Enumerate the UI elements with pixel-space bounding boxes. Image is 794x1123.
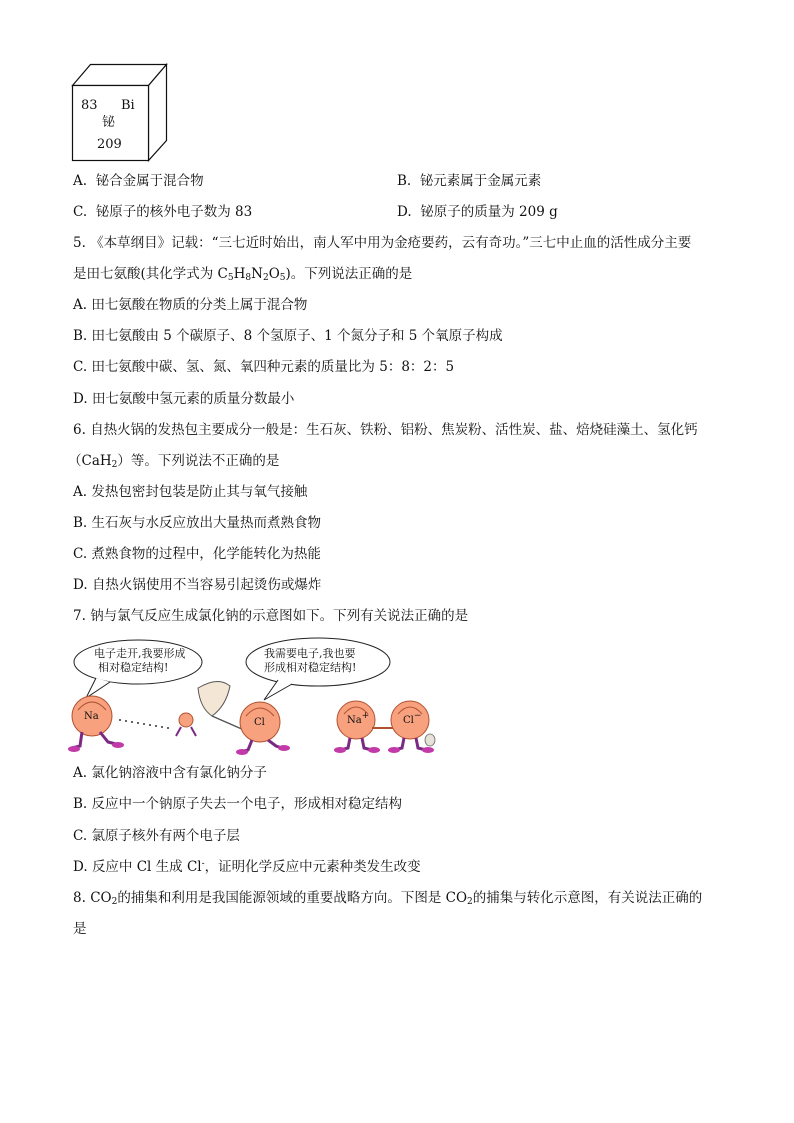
question-number: 6. <box>73 422 86 438</box>
option-letter: B. <box>73 515 88 531</box>
option-text-post: ，证明化学反应中元素种类发生改变 <box>204 859 421 875</box>
option-letter: C. <box>73 204 88 220</box>
option-letter: D. <box>73 859 88 875</box>
cl-label: Cl <box>254 717 265 728</box>
q4-option-d <box>397 203 558 221</box>
na-atom-character <box>68 696 124 752</box>
element-name: 铋 <box>102 115 116 130</box>
option-letter: D. <box>397 204 412 220</box>
option-text: 反应中一个钠原子失去一个电子，形成相对稳定结构 <box>91 796 403 812</box>
q5-stem-line2 <box>73 265 412 283</box>
option-text: 发热包密封包装是防止其与氧气接触 <box>91 484 308 500</box>
bubble1-line2: 相对稳定结构! <box>98 661 169 674</box>
option-letter: A. <box>73 765 88 781</box>
q6-stem-line1 <box>73 421 698 439</box>
cl-ion-symbol: Cl <box>403 715 414 726</box>
option-text: 氯化钠溶液中含有氯化钠分子 <box>91 765 267 781</box>
q5-option-d <box>73 390 294 408</box>
element-card <box>68 60 173 165</box>
option-letter: B. <box>397 173 412 189</box>
formula-subscript: 2 <box>111 897 118 907</box>
question-number: 5. <box>73 235 86 251</box>
bubble1-line1: 电子走开,我要形成 <box>94 647 186 660</box>
na-ion-charge: + <box>361 711 370 721</box>
electron-trail <box>119 719 169 729</box>
q6-option-c <box>73 545 321 563</box>
atomic-number: 83 <box>81 98 98 113</box>
option-text: 田七氨酸在物质的分类上属于混合物 <box>91 297 308 313</box>
atomic-mass: 209 <box>97 137 122 152</box>
formula-symbol: N <box>251 266 263 282</box>
option-text: 铋原子的核外电子数为 83 <box>95 204 253 220</box>
cl-ion-charge: − <box>413 711 422 721</box>
option-letter: A. <box>73 484 88 500</box>
option-letter: C. <box>73 828 88 844</box>
q7-option-c <box>73 827 240 845</box>
q6-option-d <box>73 576 321 594</box>
formula-subscript: 5 <box>227 273 234 283</box>
butterfly-net <box>198 681 244 730</box>
formula-pre: 是田七氨酸(其化学式为 C <box>73 266 228 282</box>
q7-option-a <box>73 764 267 782</box>
option-text: 田七氨酸由 5 个碳原子、8 个氢原子、1 个氮分子和 5 个氧原子构成 <box>91 328 503 344</box>
bubble2-line2: 形成相对稳定结构! <box>264 661 357 674</box>
electron-character <box>176 713 196 736</box>
q5-option-b <box>73 327 503 345</box>
q7-stem <box>73 607 468 625</box>
formula-symbol: O <box>268 266 280 282</box>
option-text: 铋合金属于混合物 <box>95 173 204 189</box>
q7-option-b <box>73 795 402 813</box>
option-text: 氯原子核外有两个电子层 <box>91 828 240 844</box>
option-text-pre: 反应中 Cl 生成 Cl <box>91 859 202 875</box>
q6-option-b <box>73 514 321 532</box>
sodium-chlorine-diagram <box>68 636 448 756</box>
na-ion-symbol: Na <box>347 715 362 726</box>
q4-option-a <box>73 172 204 190</box>
ion-charge: - <box>201 859 205 869</box>
q5-stem-line1 <box>73 234 691 252</box>
bubble2-line1: 我需要电子,我也要 <box>264 647 356 660</box>
option-text: 铋元素属于金属元素 <box>419 173 542 189</box>
option-letter: B. <box>73 796 88 812</box>
q7-option-d <box>73 858 421 876</box>
na-label: Na <box>84 711 99 722</box>
formula-subscript: 2 <box>111 460 118 470</box>
option-letter: D. <box>73 391 88 407</box>
formula-subscript: 2 <box>262 273 269 283</box>
option-letter: A. <box>73 173 88 189</box>
q6-option-a <box>73 483 307 501</box>
cl-ion-character <box>388 701 435 753</box>
formula-subscript: 8 <box>245 273 252 283</box>
option-text: 煮熟食物的过程中，化学能转化为热能 <box>91 546 321 562</box>
q8-stem-line2: 是 <box>73 921 87 937</box>
q5-option-c <box>73 358 454 376</box>
option-text: 生石灰与水反应放出大量热而煮熟食物 <box>91 515 322 531</box>
question-number: 8. <box>73 890 86 906</box>
cl-atom-character <box>236 702 290 755</box>
cl-ion-label <box>403 711 422 726</box>
formula-pre: （CaH <box>68 453 112 469</box>
q4-option-c <box>73 203 252 221</box>
formula-subscript: 5 <box>279 273 286 283</box>
q8-stem-line1 <box>73 889 702 907</box>
question-number: 7. <box>73 608 86 624</box>
option-letter: B. <box>73 328 88 344</box>
formula-symbol: H <box>233 266 246 282</box>
formula-post: ）等。下列说法不正确的是 <box>117 453 280 469</box>
option-text: 铋原子的质量为 209 g <box>420 204 558 220</box>
q5-option-a <box>73 296 307 314</box>
na-ion-label <box>347 711 370 726</box>
q6-stem-line2 <box>68 452 279 470</box>
question-text: 钠与氯气反应生成氯化钠的示意图如下。下列有关说法正确的是 <box>90 608 469 624</box>
q4-option-b <box>397 172 541 190</box>
question-text: 的捕集与转化示意图，有关说法正确的 <box>472 890 703 906</box>
question-text: 的捕集和利用是我国能源领域的重要战略方向。下图是 CO <box>117 890 468 906</box>
option-text: 田七氨酸中氢元素的质量分数最小 <box>91 391 295 407</box>
option-letter: C. <box>73 359 88 375</box>
element-symbol: Bi <box>121 98 135 113</box>
option-letter: C. <box>73 546 88 562</box>
option-text: 自热火锅使用不当容易引起烫伤或爆炸 <box>91 577 322 593</box>
formula-post: )。下列说法正确的是 <box>285 266 413 282</box>
formula-symbol: CO <box>90 890 112 906</box>
question-text: 《本草纲目》记载：“三七近时始出，南人军中用为金疮要药，云有奇功。”三七中止血的活性成分主要 <box>90 235 692 251</box>
option-letter: D. <box>73 577 88 593</box>
option-letter: A. <box>73 297 88 313</box>
question-text: 自热火锅的发热包主要成分一般是：生石灰、铁粉、铝粉、焦炭粉、活性炭、盐、焙烧硅藻土、氢化钙 <box>90 422 698 438</box>
option-text: 田七氨酸中碳、氢、氮、氧四种元素的质量比为 5：8：2：5 <box>91 359 455 375</box>
formula-subscript: 2 <box>467 897 473 907</box>
